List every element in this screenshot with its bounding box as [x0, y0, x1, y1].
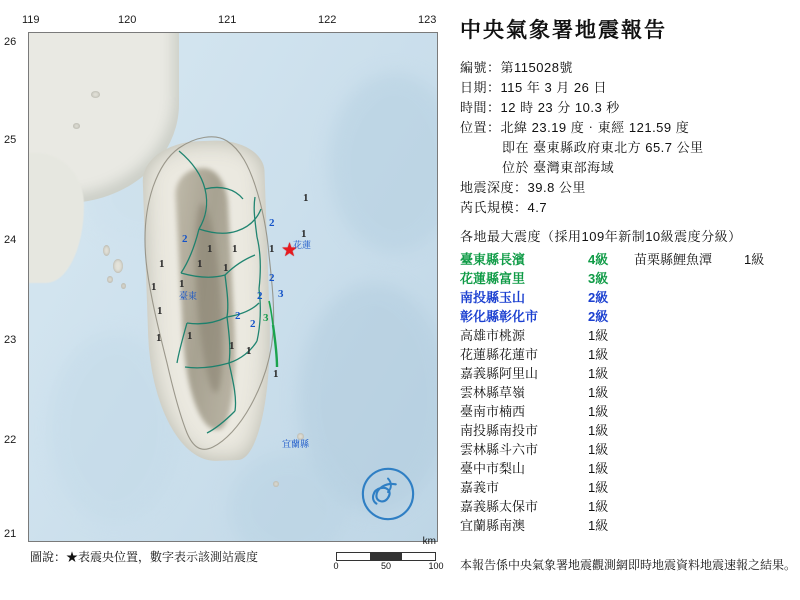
report-field-label: 日期：	[460, 80, 501, 95]
intensity-level: 1級	[588, 461, 609, 476]
legend-text: 圖說：★表震央位置，數字表示該測站震度	[30, 550, 259, 564]
report-field-value: 39.8 公里	[527, 180, 586, 195]
intensity-place: 宜蘭縣南澳	[460, 518, 526, 533]
intensity-spacer	[634, 327, 744, 345]
intensity-spacer	[634, 517, 744, 535]
intensity-spacer	[744, 460, 784, 478]
intensity-spacer	[634, 384, 744, 402]
x-axis-label-121: 121	[218, 14, 237, 26]
station-intensity-value: 1	[223, 262, 229, 274]
intensity-place: 花蓮縣富里	[460, 271, 526, 286]
station-intensity-value: 1	[207, 243, 213, 255]
page-title: 中央氣象署地震報告	[460, 19, 667, 42]
y-axis-label-25: 25	[4, 134, 17, 146]
intensity-spacer	[634, 289, 744, 307]
intensity-spacer	[634, 270, 744, 288]
intensity-level: 2級	[588, 290, 609, 305]
station-intensity-value: 1	[273, 368, 279, 380]
intensity-level: 1級	[588, 518, 609, 533]
intensity-level: 1級	[588, 328, 609, 343]
intensity-spacer	[744, 384, 784, 402]
report-field-label: 芮氏規模：	[460, 200, 528, 215]
station-intensity-value: 1	[301, 228, 307, 240]
intensity-level: 1級	[744, 252, 765, 267]
intensity-spacer	[744, 327, 784, 345]
report-field-value: 115 年 3 月 26 日	[500, 80, 607, 95]
penghu-islet	[121, 283, 126, 289]
intensity-level: 1級	[588, 480, 609, 495]
intensity-table	[460, 251, 790, 535]
intensity-place: 彰化縣彰化市	[460, 309, 539, 324]
report-field-label: 編號：	[460, 60, 501, 75]
y-axis-label-24: 24	[4, 234, 17, 246]
orchid-island	[273, 481, 279, 487]
matsu-islet	[73, 123, 80, 129]
intensity-section-header: 各地最大震度（採用109年新制10級震度分級）	[460, 229, 742, 244]
report-field-value: 12 時 23 分 10.3 秒	[500, 100, 620, 115]
report-field-row	[460, 78, 790, 98]
station-intensity-value: 1	[151, 281, 157, 293]
intensity-level: 2級	[588, 309, 609, 324]
map-city-label: 臺東	[179, 291, 198, 301]
intensity-level: 1級	[588, 404, 609, 419]
intensity-spacer	[744, 479, 784, 497]
intensity-spacer	[634, 403, 744, 421]
map-scale-bar	[333, 536, 444, 573]
matsu-islet	[91, 91, 100, 98]
report-field-label: 地震深度：	[460, 180, 528, 195]
intensity-place: 花蓮縣花蓮市	[460, 347, 539, 362]
intensity-spacer	[634, 365, 744, 383]
intensity-place: 高雄市桃源	[460, 328, 526, 343]
y-axis-label-26: 26	[4, 36, 17, 48]
penghu-islet	[103, 245, 110, 256]
report-field-value: 位於 臺灣東部海域	[502, 160, 615, 175]
x-axis-label-123: 123	[418, 14, 437, 26]
report-fields	[460, 58, 790, 218]
station-intensity-value: 1	[179, 278, 185, 290]
intensity-spacer	[634, 498, 744, 516]
map-city-label: 宜蘭縣	[282, 439, 310, 449]
scale-unit-label: km	[422, 536, 436, 547]
station-intensity-value: 2	[182, 233, 188, 245]
intensity-spacer	[744, 441, 784, 459]
intensity-spacer	[634, 460, 744, 478]
scale-label-0: 0	[333, 561, 339, 571]
intensity-level: 1級	[588, 385, 609, 400]
report-footnote: 本報告係中央氣象署地震觀測網即時地震資料地震速報之結果。	[460, 558, 797, 572]
station-intensity-value: 1	[197, 258, 203, 270]
intensity-spacer	[634, 422, 744, 440]
report-field-value: 4.7	[527, 200, 548, 215]
intensity-spacer	[744, 517, 784, 535]
intensity-spacer	[744, 270, 784, 288]
intensity-spacer	[744, 403, 784, 421]
intensity-spacer	[744, 308, 784, 326]
scale-label-50: 50	[380, 561, 392, 571]
y-axis-label-22: 22	[4, 434, 17, 446]
intensity-level: 1級	[588, 423, 609, 438]
report-field-row	[460, 158, 790, 178]
station-intensity-value: 1	[303, 192, 309, 204]
station-intensity-value: 1	[246, 345, 252, 357]
intensity-spacer	[634, 346, 744, 364]
map-canvas[interactable]	[28, 32, 438, 542]
station-intensity-value: 3	[278, 288, 284, 300]
intensity-level: 1級	[588, 442, 609, 457]
epicenter-star-marker: ★	[281, 240, 299, 261]
intensity-level: 1級	[588, 366, 609, 381]
intensity-place: 南投縣玉山	[460, 290, 526, 305]
x-axis-label-119: 119	[22, 14, 40, 26]
report-field-label: 時間：	[460, 100, 501, 115]
intensity-level: 1級	[588, 499, 609, 514]
report-field-row	[460, 58, 790, 78]
penghu-islet	[107, 276, 113, 283]
station-intensity-value: 1	[229, 340, 235, 352]
report-field-value: 即在 臺東縣政府東北方 65.7 公里	[502, 140, 704, 155]
scale-bar-labels	[333, 561, 444, 573]
report-field-value: 第115028號	[500, 60, 573, 75]
station-intensity-value: 3	[263, 312, 269, 324]
report-field-row	[460, 178, 790, 198]
report-field-label: 位置：	[460, 120, 501, 135]
y-axis-label-21: 21	[4, 528, 17, 540]
station-intensity-value: 1	[159, 258, 165, 270]
scale-label-100: 100	[428, 561, 444, 571]
intensity-place: 嘉義市	[460, 480, 500, 495]
station-intensity-value: 2	[235, 310, 241, 322]
report-field-value: 北緯 23.19 度‧東經 121.59 度	[500, 120, 690, 135]
station-intensity-value: 1	[187, 330, 193, 342]
intensity-spacer	[634, 479, 744, 497]
report-field-row	[460, 198, 790, 218]
intensity-spacer	[744, 365, 784, 383]
intensity-place: 南投縣南投市	[460, 423, 539, 438]
intensity-place: 嘉義縣阿里山	[460, 366, 539, 381]
report-field-row	[460, 138, 790, 158]
intensity-spacer	[744, 498, 784, 516]
intensity-level: 3級	[588, 271, 609, 286]
intensity-spacer	[634, 308, 744, 326]
intensity-place: 雲林縣草嶺	[460, 385, 526, 400]
intensity-place: 臺東縣長濱	[460, 252, 526, 267]
report-panel	[452, 0, 800, 600]
station-intensity-value: 1	[269, 243, 275, 255]
intensity-spacer	[744, 289, 784, 307]
report-field-row	[460, 98, 790, 118]
station-intensity-value: 1	[157, 305, 163, 317]
map-city-label: 花蓮	[293, 240, 312, 250]
intensity-place: 雲林縣斗六市	[460, 442, 539, 457]
intensity-place: 嘉義縣太保市	[460, 499, 539, 514]
intensity-spacer	[744, 346, 784, 364]
station-intensity-value: 2	[269, 217, 275, 229]
station-intensity-value: 1	[156, 332, 162, 344]
report-field-row	[460, 118, 790, 138]
intensity-level: 1級	[588, 347, 609, 362]
intensity-place: 苗栗縣鯉魚潭	[634, 252, 713, 267]
scale-bar-graphic	[336, 552, 436, 561]
y-axis-label-23: 23	[4, 334, 17, 346]
intensity-place: 臺南市楠西	[460, 404, 526, 419]
map-legend	[30, 548, 258, 565]
intensity-spacer	[744, 422, 784, 440]
intensity-spacer	[634, 441, 744, 459]
x-axis-label-120: 120	[118, 14, 137, 26]
cwb-logo-icon	[359, 465, 417, 523]
intensity-place: 臺中市梨山	[460, 461, 526, 476]
penghu-islet	[113, 259, 123, 273]
station-intensity-value: 2	[257, 290, 263, 302]
station-intensity-value: 2	[250, 318, 256, 330]
station-intensity-value: 1	[232, 243, 238, 255]
station-intensity-value: 2	[269, 272, 275, 284]
x-axis-label-122: 122	[318, 14, 337, 26]
intensity-level: 4級	[588, 252, 609, 267]
